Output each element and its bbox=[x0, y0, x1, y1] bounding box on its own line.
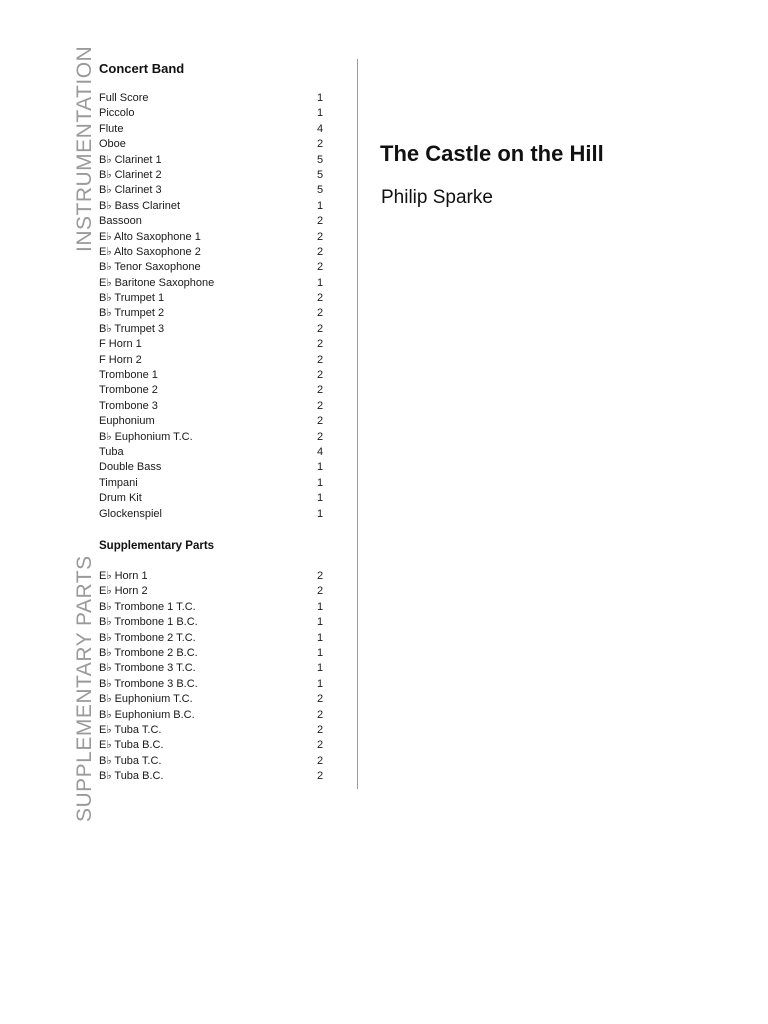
part-count: 2 bbox=[317, 230, 324, 243]
part-count: 2 bbox=[317, 384, 324, 397]
part-row bbox=[99, 507, 329, 522]
part-row bbox=[99, 600, 329, 615]
part-name: Drum Kit bbox=[99, 492, 142, 505]
part-row bbox=[99, 106, 329, 121]
part-name: Trombone 1 bbox=[99, 369, 158, 382]
part-row bbox=[99, 199, 329, 214]
part-count: 5 bbox=[317, 184, 324, 197]
part-name: Trombone 3 bbox=[99, 399, 158, 412]
part-name: Double Bass bbox=[99, 461, 162, 474]
part-count: 2 bbox=[317, 353, 324, 366]
part-row bbox=[99, 137, 329, 152]
part-name: B♭ Euphonium T.C. bbox=[99, 430, 193, 443]
part-count: 5 bbox=[317, 153, 324, 166]
part-row bbox=[99, 430, 329, 445]
part-name: B♭ Trumpet 2 bbox=[99, 307, 165, 320]
part-name: Tuba bbox=[99, 445, 124, 458]
part-row bbox=[99, 276, 329, 291]
instrumentation-side-label: INSTRUMENTATION bbox=[73, 45, 96, 252]
part-name: Full Score bbox=[99, 92, 149, 104]
part-name: B♭ Tuba B.C. bbox=[99, 770, 164, 783]
part-name: B♭ Trumpet 1 bbox=[99, 292, 165, 305]
part-row bbox=[99, 708, 329, 723]
part-count: 2 bbox=[317, 245, 324, 258]
part-name: B♭ Bass Clarinet bbox=[99, 199, 180, 212]
part-row bbox=[99, 122, 329, 137]
piece-title: The Castle on the Hill bbox=[380, 141, 604, 166]
part-count: 2 bbox=[317, 415, 324, 428]
part-name: Glockenspiel bbox=[99, 507, 162, 520]
part-name: B♭ Clarinet 2 bbox=[99, 168, 162, 181]
part-count: 2 bbox=[317, 739, 324, 752]
part-count: 1 bbox=[317, 92, 324, 104]
part-count: 2 bbox=[317, 693, 324, 706]
part-name: Trombone 2 bbox=[99, 384, 158, 397]
part-row bbox=[99, 183, 329, 198]
part-count: 2 bbox=[317, 723, 324, 736]
part-row bbox=[99, 677, 329, 692]
part-name: E♭ Alto Saxophone 1 bbox=[99, 230, 201, 243]
part-count: 2 bbox=[317, 215, 324, 228]
part-name: E♭ Horn 1 bbox=[99, 570, 148, 582]
part-name: B♭ Trombone 1 B.C. bbox=[99, 616, 198, 629]
part-name: E♭ Horn 2 bbox=[99, 585, 148, 598]
part-name: Bassoon bbox=[99, 215, 142, 228]
part-row bbox=[99, 476, 329, 491]
part-name: B♭ Euphonium T.C. bbox=[99, 693, 193, 706]
composer-name: Philip Sparke bbox=[381, 187, 493, 208]
part-row bbox=[99, 631, 329, 646]
part-row bbox=[99, 445, 329, 460]
part-name: F Horn 2 bbox=[99, 353, 142, 366]
part-name: B♭ Clarinet 3 bbox=[99, 184, 162, 197]
part-name: B♭ Euphonium B.C. bbox=[99, 708, 195, 721]
part-row bbox=[99, 260, 329, 275]
part-name: B♭ Trombone 1 T.C. bbox=[99, 600, 196, 613]
part-count: 1 bbox=[317, 507, 324, 520]
part-row bbox=[99, 322, 329, 337]
part-name: Timpani bbox=[99, 476, 138, 489]
concert-band-heading: Concert Band bbox=[99, 61, 185, 76]
part-count: 1 bbox=[317, 646, 324, 659]
part-row bbox=[99, 584, 329, 599]
part-row bbox=[99, 230, 329, 245]
part-row bbox=[99, 754, 329, 769]
part-count: 1 bbox=[317, 616, 324, 629]
part-row bbox=[99, 291, 329, 306]
part-row bbox=[99, 399, 329, 414]
part-count: 2 bbox=[317, 338, 324, 351]
part-name: Flute bbox=[99, 122, 124, 135]
part-row bbox=[99, 692, 329, 707]
part-count: 2 bbox=[317, 754, 324, 767]
part-count: 1 bbox=[317, 600, 324, 613]
part-name: B♭ Trumpet 3 bbox=[99, 322, 165, 335]
part-count: 1 bbox=[317, 199, 324, 212]
part-count: 1 bbox=[317, 461, 324, 474]
part-count: 1 bbox=[317, 276, 324, 289]
part-name: Euphonium bbox=[99, 415, 155, 428]
part-count: 2 bbox=[317, 708, 324, 721]
part-row bbox=[99, 738, 329, 753]
part-row bbox=[99, 168, 329, 183]
part-name: B♭ Trombone 2 B.C. bbox=[99, 646, 198, 659]
part-row bbox=[99, 615, 329, 630]
part-count: 1 bbox=[317, 631, 324, 644]
vertical-divider bbox=[357, 59, 358, 789]
part-row bbox=[99, 491, 329, 506]
part-name: Piccolo bbox=[99, 107, 135, 120]
part-name: B♭ Trombone 2 T.C. bbox=[99, 631, 196, 644]
supplementary-parts-side-label: SUPPLEMENTARY PARTS bbox=[73, 555, 96, 822]
part-count: 2 bbox=[317, 261, 324, 274]
part-count: 2 bbox=[317, 369, 324, 382]
part-name: B♭ Tuba T.C. bbox=[99, 754, 162, 767]
part-name: Oboe bbox=[99, 138, 126, 151]
part-count: 1 bbox=[317, 492, 324, 505]
part-row bbox=[99, 414, 329, 429]
part-count: 2 bbox=[317, 585, 324, 598]
part-name: B♭ Trombone 3 T.C. bbox=[99, 662, 196, 675]
part-name: F Horn 1 bbox=[99, 338, 142, 351]
part-count: 2 bbox=[317, 399, 324, 412]
part-name: B♭ Trombone 3 B.C. bbox=[99, 677, 198, 690]
part-count: 4 bbox=[317, 445, 324, 458]
part-count: 2 bbox=[317, 138, 324, 151]
part-count: 1 bbox=[317, 662, 324, 675]
part-count: 1 bbox=[317, 107, 324, 120]
part-row bbox=[99, 383, 329, 398]
supplementary-parts-heading: Supplementary Parts bbox=[99, 540, 215, 552]
part-row bbox=[99, 569, 329, 584]
part-row bbox=[99, 245, 329, 260]
part-count: 2 bbox=[317, 430, 324, 443]
part-name: E♭ Alto Saxophone 2 bbox=[99, 245, 201, 258]
part-count: 4 bbox=[317, 122, 324, 135]
part-count: 2 bbox=[317, 770, 324, 783]
part-name: E♭ Tuba B.C. bbox=[99, 739, 164, 752]
part-row bbox=[99, 337, 329, 352]
part-count: 1 bbox=[317, 476, 324, 489]
part-row bbox=[99, 368, 329, 383]
part-row bbox=[99, 661, 329, 676]
part-name: E♭ Baritone Saxophone bbox=[99, 276, 215, 289]
part-row bbox=[99, 723, 329, 738]
part-row bbox=[99, 460, 329, 475]
concert-band-part-list bbox=[99, 91, 329, 522]
part-row bbox=[99, 646, 329, 661]
part-count: 2 bbox=[317, 292, 324, 305]
part-row bbox=[99, 306, 329, 321]
part-name: B♭ Tenor Saxophone bbox=[99, 261, 201, 274]
part-name: B♭ Clarinet 1 bbox=[99, 153, 162, 166]
part-row bbox=[99, 214, 329, 229]
part-row bbox=[99, 153, 329, 168]
part-count: 1 bbox=[317, 677, 324, 690]
part-name: E♭ Tuba T.C. bbox=[99, 723, 162, 736]
part-count: 2 bbox=[317, 322, 324, 335]
part-count: 5 bbox=[317, 168, 324, 181]
part-count: 2 bbox=[317, 570, 324, 582]
supplementary-part-list bbox=[99, 569, 329, 784]
part-row bbox=[99, 91, 329, 106]
part-row bbox=[99, 769, 329, 784]
part-count: 2 bbox=[317, 307, 324, 320]
part-row bbox=[99, 353, 329, 368]
